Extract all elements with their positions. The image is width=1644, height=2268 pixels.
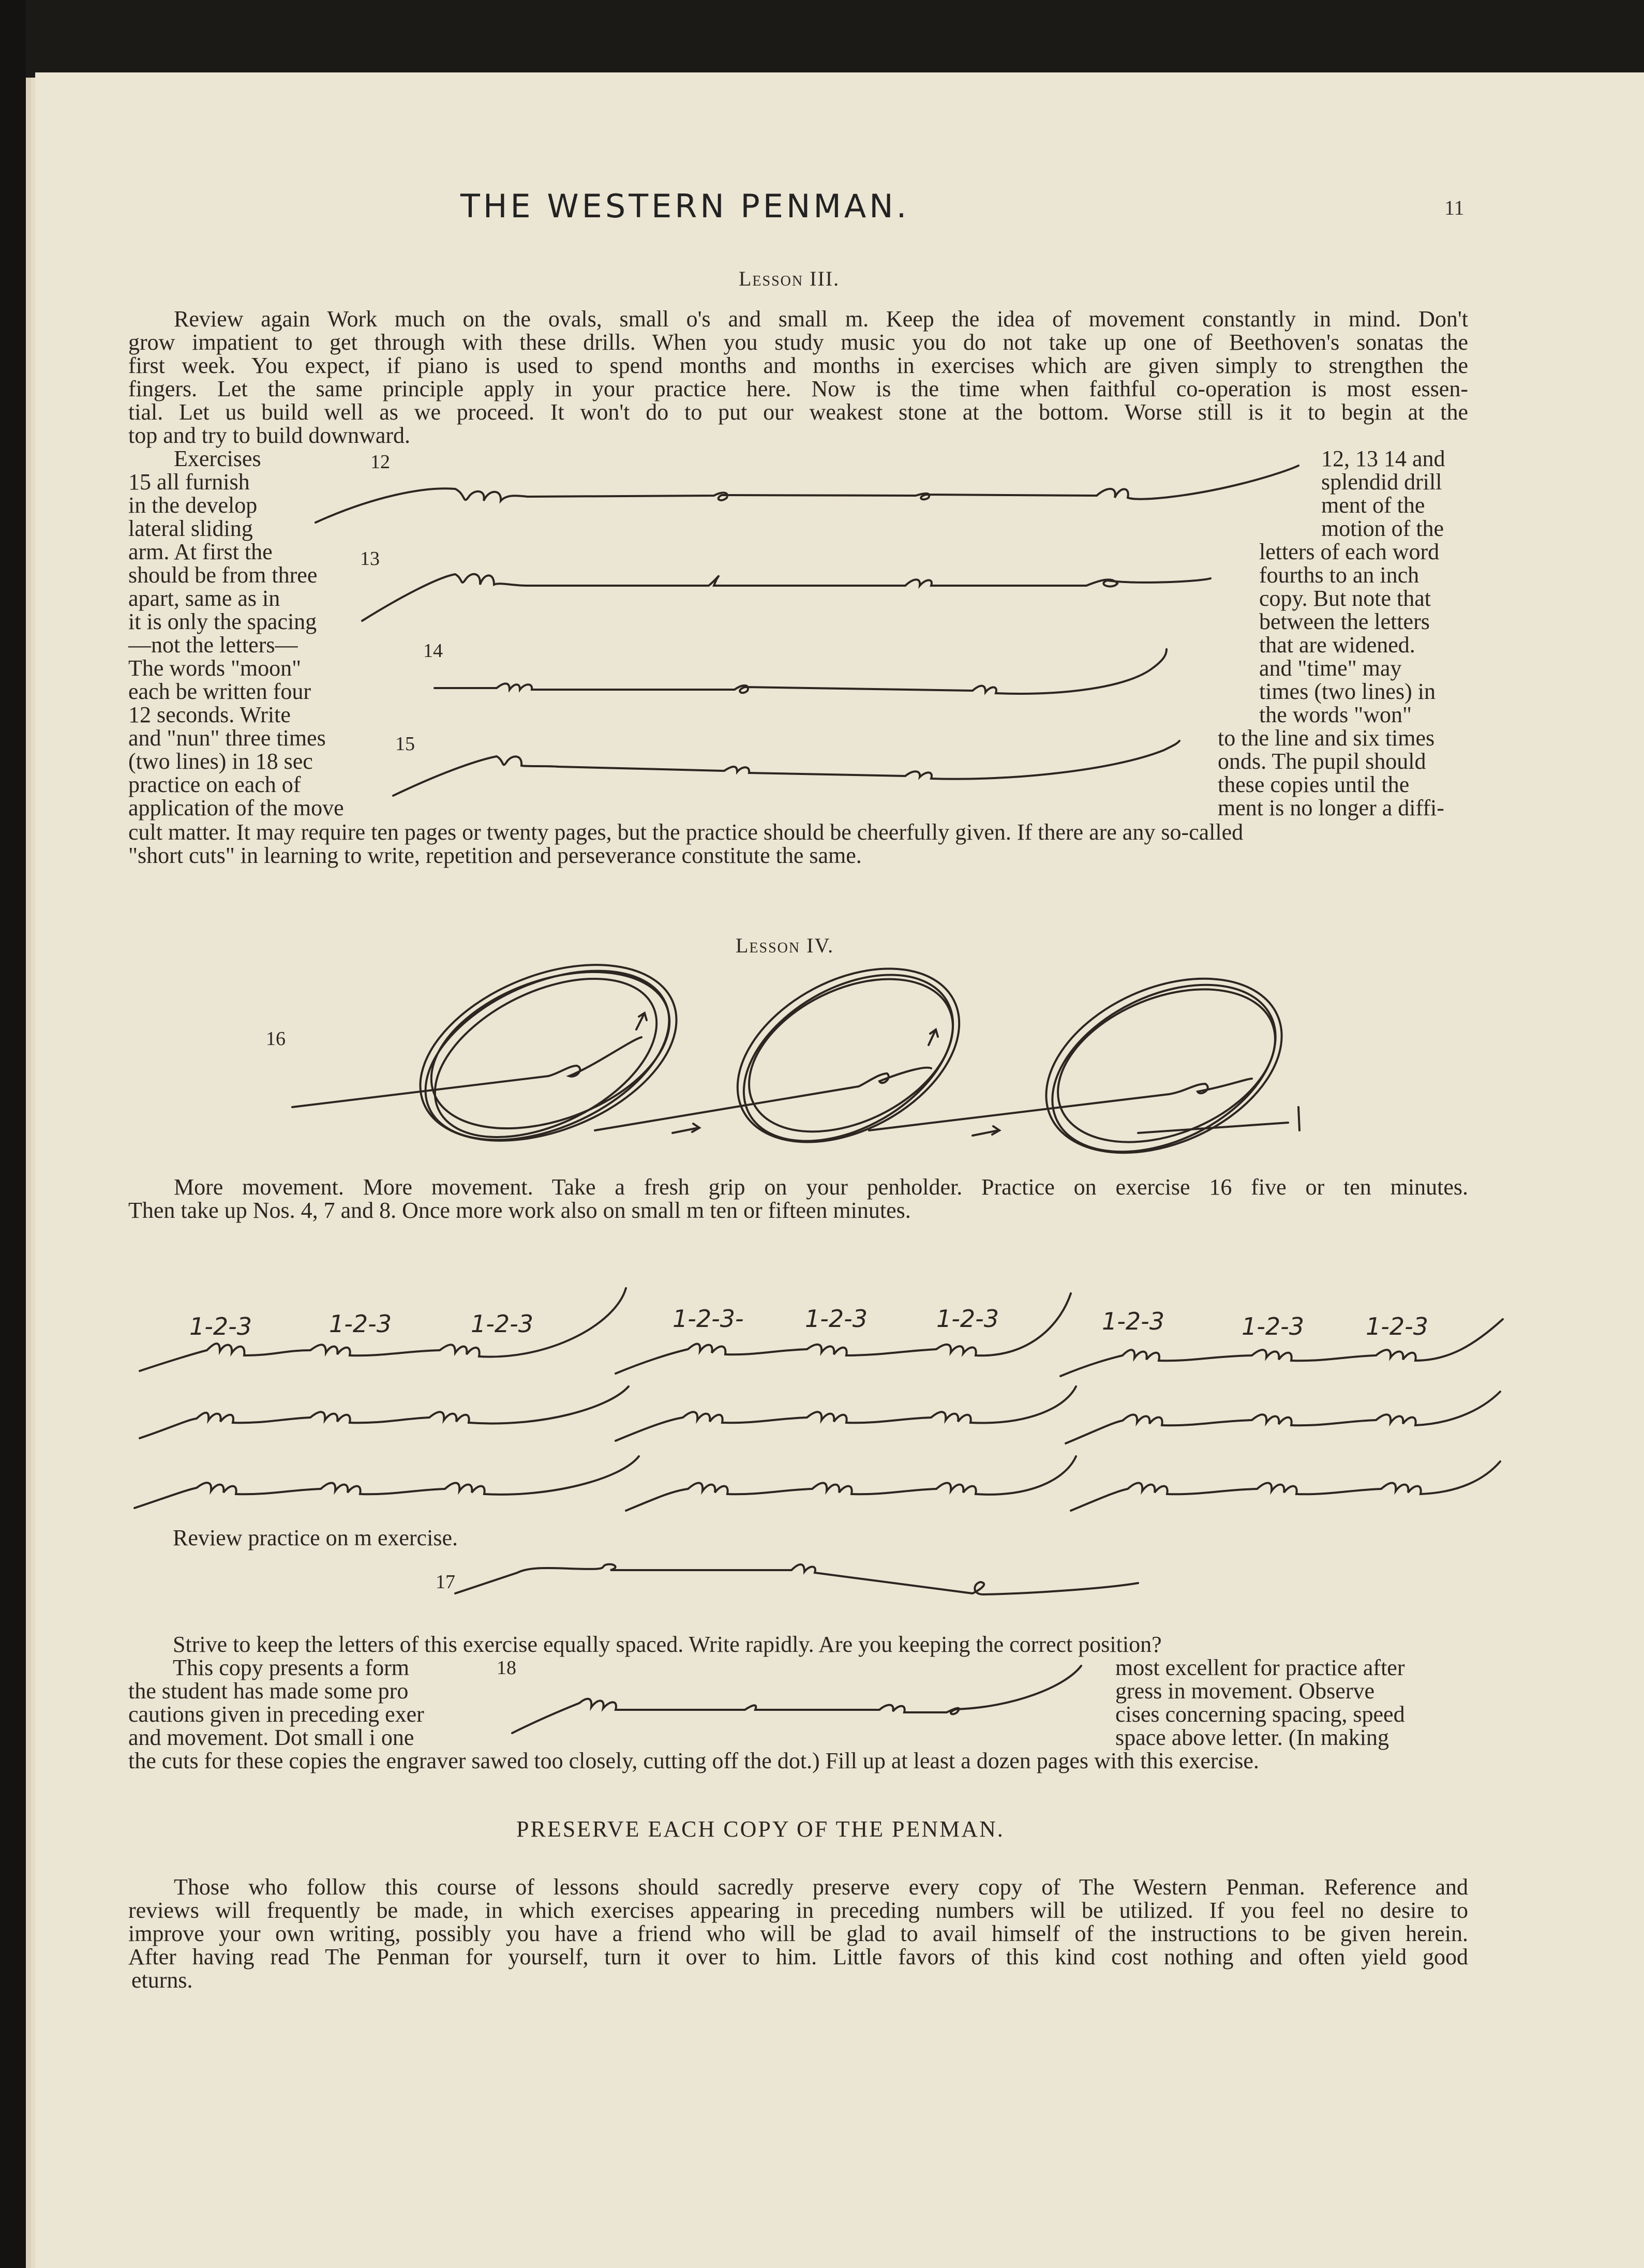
exercise-number: 17 <box>436 1571 455 1593</box>
intro-line: top and try to build downward. <box>128 423 411 448</box>
exercise-18-right-line: most excellent for practice after <box>1115 1655 1405 1680</box>
review-text: Review practice on m exercise. <box>173 1525 458 1550</box>
left-column-line: (two lines) in 18 sec <box>128 749 313 774</box>
exercise-18-left-line: the student has made some pro <box>128 1678 409 1704</box>
closing-line: cult matter. It may require ten pages or twenty pages, but the practice should be cheerfully given. If there are any so-called <box>128 819 1244 845</box>
right-column-line: fourths to an inch <box>1259 562 1419 588</box>
right-column-line: 12, 13 14 and <box>1321 446 1445 471</box>
right-column-line: copy. But note that <box>1259 586 1431 611</box>
right-column-line: ment is no longer a diffi- <box>1218 795 1444 820</box>
left-column-line: arm. At first the <box>128 539 273 564</box>
exercise-number: 16 <box>266 1028 286 1050</box>
intro-line: fingers. Let the same principle apply in your practice here. Now is the time when faithful co-operation is most essen- <box>128 376 1468 401</box>
preserve-line: Those who follow this course of lessons should sacredly preserve every copy of The Western Penman. Reference and <box>174 1874 1468 1900</box>
count-label: 1-2-3 <box>1242 1312 1304 1340</box>
preserve-line: improve your own writing, possibly you have a friend who will be glad to avail himself of the instructions to be given herein. <box>128 1921 1468 1946</box>
right-column-line: to the line and six times <box>1218 725 1435 751</box>
exercise-18-left-line: cautions given in preceding exer <box>128 1702 424 1727</box>
exercise-number: 18 <box>497 1657 516 1679</box>
exercise-number: 14 <box>423 640 443 662</box>
count-label: 1-2-3- <box>672 1305 744 1333</box>
right-column-line: ment of the <box>1321 493 1425 518</box>
exercise-18-left-line: and movement. Dot small i one <box>128 1725 414 1750</box>
count-label: 1-2-3 <box>1102 1307 1164 1335</box>
right-column-line: motion of the <box>1321 516 1444 541</box>
left-column-line: —not the letters— <box>128 632 298 658</box>
exercise-18-right-line: space above letter. (In making <box>1115 1725 1389 1750</box>
count-label: 1-2-3 <box>471 1310 533 1338</box>
left-column-line: 15 all furnish <box>128 469 250 495</box>
right-column-line: the words "won" <box>1259 702 1412 727</box>
closing-line: "short cuts" in learning to write, repetition and perseverance constitute the same. <box>128 843 862 868</box>
left-column-line: application of the move <box>128 795 344 820</box>
right-column-line: letters of each word <box>1259 539 1440 564</box>
count-label: 1-2-3 <box>1366 1312 1428 1340</box>
right-column-line: onds. The pupil should <box>1218 749 1426 774</box>
lesson-4-heading: Lesson IV. <box>736 934 834 957</box>
left-column-line: should be from three <box>128 562 318 588</box>
count-label: 1-2-3 <box>805 1305 868 1333</box>
last-line: the cuts for these copies the engraver sawed too closely, cutting off the dot.) Fill up at least a dozen pages with this exercise. <box>128 1748 1259 1773</box>
page-number: 11 <box>1444 196 1464 219</box>
strive-text: Strive to keep the letters of this exercise equally spaced. Write rapidly. Are you keeping the correct position? <box>173 1632 1162 1657</box>
preserve-heading: PRESERVE EACH COPY OF THE PENMAN. <box>516 1816 1005 1842</box>
intro-line: first week. You expect, if piano is used to spend months and months in exercises which are given simply to strengthen the <box>128 353 1468 378</box>
left-column-line: and "nun" three times <box>128 725 326 751</box>
lesson-4-line: More movement. More movement. Take a fresh grip on your penholder. Practice on exercise 16 five or ten minutes. <box>174 1174 1468 1200</box>
exercise-number: 12 <box>370 451 390 473</box>
lesson-3-heading: Lesson III. <box>739 267 840 290</box>
left-column-line: The words "moon" <box>128 655 302 681</box>
right-column-line: splendid drill <box>1321 469 1442 495</box>
count-label: 1-2-3 <box>189 1312 252 1340</box>
left-column-line: 12 seconds. Write <box>128 702 291 727</box>
preserve-paragraph <box>128 1875 1468 1968</box>
exercise-18-left-line: This copy presents a form <box>173 1655 409 1680</box>
left-column-line: it is only the spacing <box>128 609 317 634</box>
count-label: 1-2-3 <box>329 1310 392 1338</box>
right-column-line: times (two lines) in <box>1259 679 1436 704</box>
intro-line: Review again Work much on the ovals, small o's and small m. Keep the idea of movement constantly in mind. Don't <box>174 306 1468 332</box>
left-column-line: in the develop <box>128 493 258 518</box>
left-column-line: lateral sliding <box>128 516 253 541</box>
left-column-line: practice on each of <box>128 772 301 797</box>
exercise-18-right-line: gress in movement. Observe <box>1115 1678 1374 1704</box>
left-column-line: each be written four <box>128 679 311 704</box>
preserve-line: eturns. <box>131 1967 193 1993</box>
lesson-4-line: Then take up Nos. 4, 7 and 8. Once more work also on small m ten or fifteen minutes. <box>128 1198 911 1223</box>
intro-line: tial. Let us build well as we proceed. It won't do to put our weakest stone at the bottom. Worse still is it to begin at the <box>128 399 1468 425</box>
left-column-line: Exercises <box>174 446 261 471</box>
preserve-line: reviews will frequently be made, in which exercises appearing in preceding numbers will be utilized. If you feel no desire to <box>128 1898 1468 1923</box>
count-label: 1-2-3 <box>936 1305 999 1333</box>
right-column-line: and "time" may <box>1259 655 1402 681</box>
preserve-line: After having read The Penman for yourself, turn it over to him. Little favors of this kind cost nothing and often yield good <box>128 1944 1468 1969</box>
right-column-line: these copies until the <box>1218 772 1410 797</box>
exercise-18-right-line: cises concerning spacing, speed <box>1115 1702 1405 1727</box>
exercise-18-mine-copy <box>512 1666 1081 1733</box>
exercise-number: 15 <box>395 733 415 755</box>
right-column-line: that are widened. <box>1259 632 1415 658</box>
intro-line: grow impatient to get through with these drills. When you study music you do not take up one of Beethoven's sonatas the <box>128 330 1468 355</box>
left-column-line: apart, same as in <box>128 586 280 611</box>
exercise-number: 13 <box>360 548 380 570</box>
right-column-line: between the letters <box>1259 609 1430 634</box>
running-header: THE WESTERN PENMAN. <box>460 187 910 225</box>
